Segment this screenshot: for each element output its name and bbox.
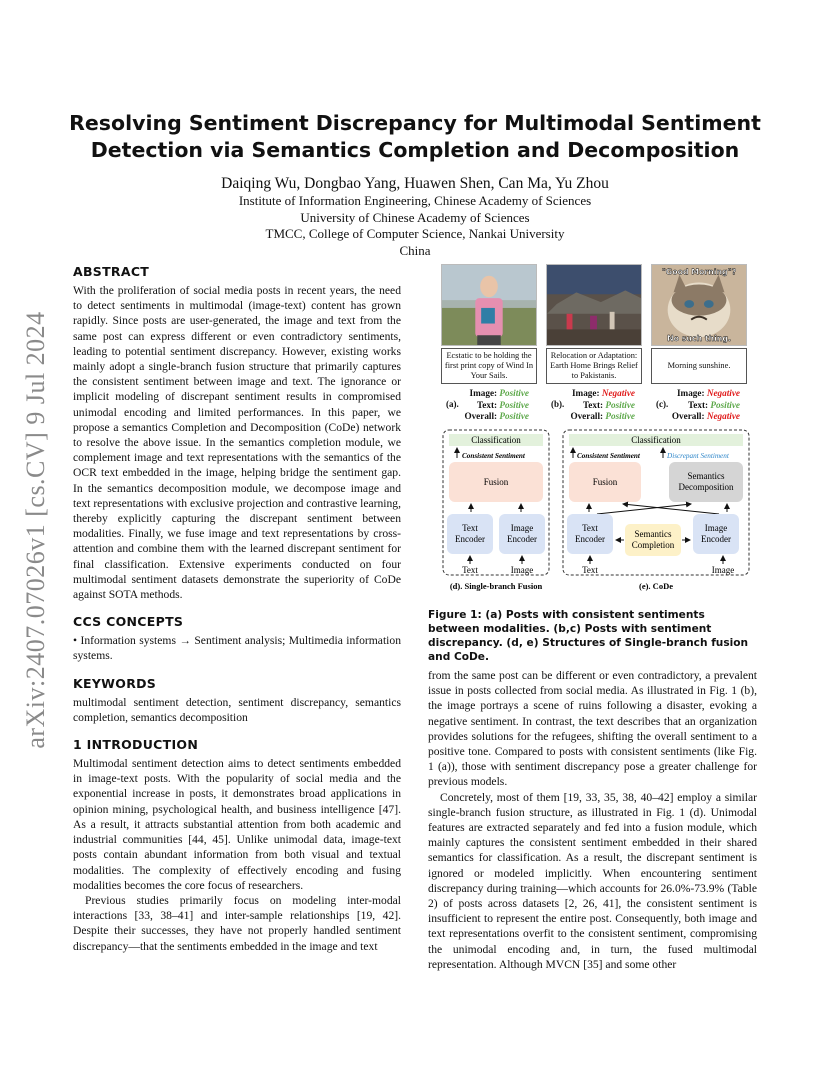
text-input-e: Text <box>582 565 598 575</box>
svg-text:Semantics: Semantics <box>634 529 672 539</box>
fusion-label-e: Fusion <box>592 477 618 487</box>
consistent-label-e: Consistent Sentiment <box>577 452 640 460</box>
svg-text:Text: Text <box>462 523 478 533</box>
arxiv-identifier: arXiv:2407.07026v1 [cs.CV] 9 Jul 2024 <box>21 311 50 749</box>
svg-text:Encoder: Encoder <box>701 534 731 544</box>
panel-tag-c: (c). <box>656 399 669 409</box>
fusion-label-d: Fusion <box>483 477 509 487</box>
svg-text:Completion: Completion <box>631 540 675 550</box>
abstract-heading: ABSTRACT <box>73 264 150 279</box>
svg-text:Image: Image <box>510 523 534 533</box>
svg-text:Decomposition: Decomposition <box>678 482 734 492</box>
text-input-d: Text <box>462 565 478 575</box>
photo-ruins <box>546 264 642 346</box>
image-input-e: Image <box>711 565 735 575</box>
figure-caption: Figure 1: (a) Posts with consistent sentiments between modalities. (b,c) Posts with sentiment discrepancy. (d, e) Structures of Single-branch fusion and CoDe. <box>428 609 749 663</box>
labels-c: Image: Negative Text: Positive Overall: Negative <box>671 388 740 421</box>
intro-paragraph: Multimodal sentiment detection aims to detect sentiments embedded in image-text posts. With the popularity of social media and the exponential increase in posts, it demonstrates broad applications in opinion mining, psychological health, and business intelligence [47]. As a result, it attracts substantial attention from both academic and industrial communities [44, 45]. Unlike unimodal data, image-text posts contain abundant information from both visual and textual modalities. The complexity of effectively encoding and fusing modalities becomes the core focus of researchers. <box>73 757 401 892</box>
consistent-label-d: Consistent Sentiment <box>462 452 525 460</box>
keywords-heading: KEYWORDS <box>73 675 157 691</box>
affiliation-line: Institute of Information Engineering, Chinese Academy of Sciences <box>238 193 592 208</box>
right-paragraph: from the same post can be different or even contradictory, a prevalent issue in posts collected from social media. As illustrated in Fig. 1 (b), the image portrays a scene of ruins following a disaster, evoking a negative sentiment. In contrast, the text describes that an organization provides solutions for the refugees, shifting the overall sentiment to a positive tone. Compared to posts with consistent sentiments (like Fig. 1 (a)), those with sentiment discrepancy pose a greater challenge for previous models. <box>428 669 757 789</box>
svg-text:Encoder: Encoder <box>455 534 485 544</box>
affiliation-line: University of Chinese Academy of Sciences <box>300 209 530 225</box>
ccs-heading: CCS CONCEPTS <box>73 614 184 630</box>
labels-b: Image: Negative Text: Positive Overall: Positive <box>570 388 635 421</box>
figure-photos <box>441 264 747 439</box>
meme-top-text: "Good Morning"? <box>661 267 737 277</box>
affiliation-line: TMCC, College of Computer Science, Nankai University <box>265 226 565 241</box>
left-column <box>73 264 401 954</box>
abstract-text: With the proliferation of social media posts in recent years, the need to detect sentiments in multimodal (image-text) content has grown rapidly. Since posts are user-generated, the image and text from the same post can express different or even contradictory sentiments, leading to potential sentiment discrepancy. However, existing works mainly adopt a single-branch fusion structure that primarily captures the consistent sentiment between image and text. The ignorance or implicit modeling of discrepant sentiment results in compromised unimodal encoding and limited performances. In this paper, we propose a semantics Completion and Decomposition (CoDe) network to resolve the above issue. In the semantics completion module, we complement image and text representations with the semantics of the OCR text embedded in the image, helping bridge the sentiment gap. In the semantics decomposition module, we decompose image and text representations with exclusive projection and contrastive learning, thereby explicitly capturing the discrepant sentiment between modalities. Finally, we fuse image and text representations by cross-attention and combine them with the learned discrepant sentiment for final classification. Extensive experiments conducted on four multimodal sentiment datasets demonstrate the superiority of CoDe against SOTA methods. <box>73 284 401 602</box>
intro-paragraph: Previous studies primarily focus on modeling inter-modal interactions [33, 38–41] and inter-sample relationships [19, 42]. Despite their successes, they have not properly handled sentiment discrepancy—that the sentiments embedded in the image and text <box>73 893 401 953</box>
svg-text:Text: Text <box>582 523 598 533</box>
panel-tag-a: (a). <box>446 399 459 409</box>
affiliation-line: China <box>399 242 431 258</box>
caption-d: (d). Single-branch Fusion <box>449 581 543 591</box>
caption-e: (e). CoDe <box>639 581 673 591</box>
paper-title: Resolving Sentiment Discrepancy for Multimodal Sentiment Detection via Semantics Completion and Decomposition <box>69 111 761 162</box>
intro-heading: 1 INTRODUCTION <box>73 737 199 753</box>
photo-grumpy-cat-meme <box>651 264 747 346</box>
affiliations <box>60 193 770 259</box>
post-text-c: Morning sunshine. <box>651 348 747 384</box>
classification-label-e: Classification <box>631 435 681 445</box>
classification-label-d: Classification <box>471 435 521 445</box>
labels-a: Image: Positive Text: Positive Overall: Positive <box>464 388 529 421</box>
post-text-a: Ecstatic to be holding the first print copy of Wind In Your Sails. <box>441 348 537 384</box>
right-paragraph: Concretely, most of them [19, 33, 35, 38, 40–42] employ a similar single-branch fusion structure, as illustrated in Fig. 1 (d). Unimodal features are extracted separately and fed into a fusion module, which mainly captures the consistent sentiment embedded in their shared semantics for classification. As a result, the discrepant sentiment is ignored or modeled implicitly. When encountering sentiment discrepancy during training—which accounts for 26.0%-73.9% (Table 2) of posts across datasets [2, 26, 41], the consistent sentiment is insufficient to represent the entire post. Consequently, both image and text representations overfit to the consistent sentiment, compromising the unimodal encoding and, in turn, the fused multimodal representation. Although MVCN [35] and some other <box>428 790 757 971</box>
post-text-b: Relocation or Adaptation: Earth Home Brings Relief to Pakistanis. <box>546 348 642 384</box>
ccs-text: • Information systems → Sentiment analysis; Multimedia information systems. <box>73 634 401 663</box>
svg-text:Encoder: Encoder <box>575 534 605 544</box>
svg-text:Semantics: Semantics <box>687 471 725 481</box>
authors: Daiqing Wu, Dongbao Yang, Huawen Shen, Can Ma, Yu Zhou <box>221 175 609 192</box>
right-column <box>428 668 757 972</box>
keywords-text: multimodal sentiment detection, sentiment discrepancy, semantics completion, semantics decomposition <box>73 695 401 724</box>
discrepant-label-e: Discrepant Sentiment <box>667 452 729 460</box>
svg-text:Image: Image <box>704 523 728 533</box>
architecture-diagram <box>441 428 761 596</box>
panel-tag-b: (b). <box>551 399 565 409</box>
photo-man-with-book <box>441 264 537 346</box>
svg-text:Encoder: Encoder <box>507 534 537 544</box>
meme-bottom-text: No such thing. <box>667 334 731 344</box>
image-input-d: Image <box>510 565 534 575</box>
